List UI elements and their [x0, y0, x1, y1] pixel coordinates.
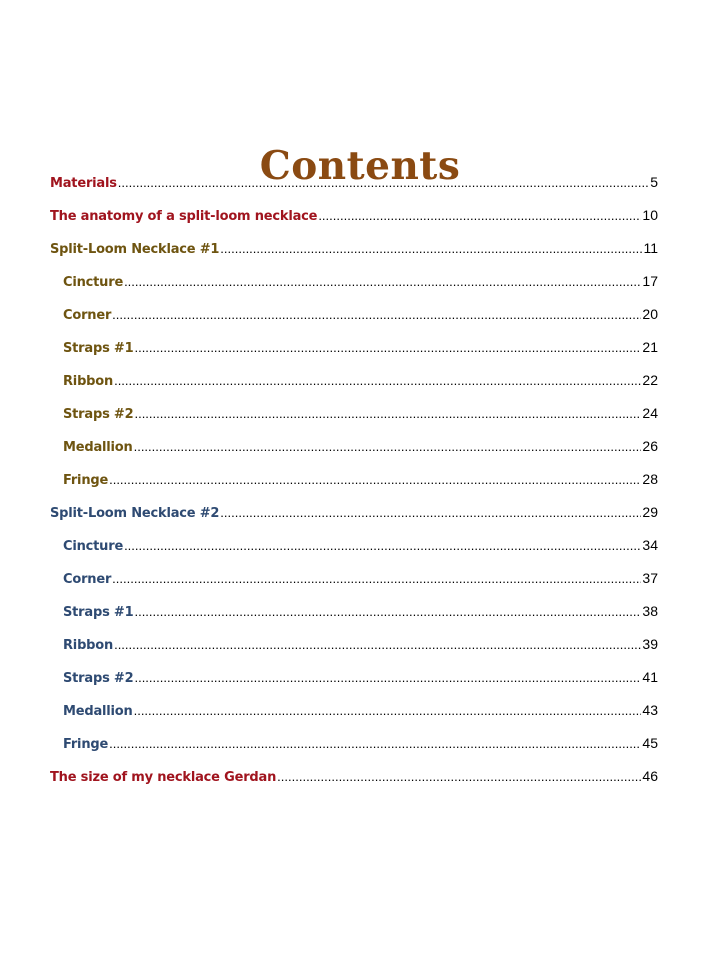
toc-page-number: 5	[650, 174, 658, 190]
toc-entry-necklace-1-medallion[interactable]	[50, 430, 658, 463]
toc-page-number: 46	[642, 768, 658, 784]
toc-dot-leader	[134, 430, 642, 463]
toc-entry-necklace-2[interactable]	[50, 496, 658, 529]
toc-entry-necklace-2-straps-2[interactable]	[50, 661, 658, 694]
toc-dot-leader	[134, 331, 641, 364]
toc-entry-necklace-1-fringe[interactable]	[50, 463, 658, 496]
toc-page-number: 43	[642, 702, 658, 718]
toc-entry-necklace-1-cincture[interactable]	[50, 265, 658, 298]
toc-entry-label: The size of my necklace Gerdan	[50, 770, 277, 785]
toc-page-number: 21	[642, 339, 658, 355]
toc-entry-label: Split-Loom Necklace #1	[50, 242, 220, 257]
toc-page-number: 29	[642, 504, 658, 520]
toc-entry-label: Straps #1	[63, 605, 134, 620]
toc-entry-label: Straps #1	[63, 341, 134, 356]
toc-dot-leader	[118, 166, 649, 199]
toc-dot-leader	[134, 694, 642, 727]
toc-page-number: 22	[642, 372, 658, 388]
toc-page-number: 37	[642, 570, 658, 586]
toc-entry-label: Fringe	[63, 737, 109, 752]
toc-entry-necklace-1[interactable]	[50, 232, 658, 265]
toc-dot-leader	[112, 298, 641, 331]
toc-entry-label: Ribbon	[63, 374, 114, 389]
toc-entry-necklace-1-straps-2[interactable]	[50, 397, 658, 430]
toc-dot-leader	[277, 760, 641, 793]
toc-entry-necklace-2-fringe[interactable]	[50, 727, 658, 760]
toc-entry-necklace-1-corner[interactable]	[50, 298, 658, 331]
toc-entry-necklace-2-medallion[interactable]	[50, 694, 658, 727]
toc-entry-necklace-size[interactable]	[50, 760, 658, 793]
toc-entry-materials[interactable]	[50, 166, 658, 199]
toc-entry-label: Materials	[50, 176, 117, 191]
toc-entry-label: Ribbon	[63, 638, 114, 653]
toc-entry-label: Corner	[63, 572, 112, 587]
toc-page-number: 17	[642, 273, 658, 289]
toc-entry-necklace-1-ribbon[interactable]	[50, 364, 658, 397]
toc-entry-anatomy[interactable]	[50, 199, 658, 232]
toc-dot-leader	[124, 529, 641, 562]
toc-dot-leader	[134, 397, 641, 430]
toc-dot-leader	[220, 496, 641, 529]
toc-entry-label: Cincture	[63, 539, 124, 554]
toc-entry-necklace-2-straps-1[interactable]	[50, 595, 658, 628]
toc-entry-necklace-2-corner[interactable]	[50, 562, 658, 595]
toc-page-number: 11	[643, 240, 658, 256]
toc-entry-label: Medallion	[63, 704, 133, 719]
table-of-contents	[50, 166, 658, 793]
toc-dot-leader	[114, 364, 641, 397]
toc-entry-label: The anatomy of a split-loom necklace	[50, 209, 318, 224]
toc-entry-label: Split-Loom Necklace #2	[50, 506, 220, 521]
toc-entry-label: Fringe	[63, 473, 109, 488]
toc-entry-necklace-2-ribbon[interactable]	[50, 628, 658, 661]
toc-page-number: 41	[642, 669, 658, 685]
toc-entry-label: Cincture	[63, 275, 124, 290]
toc-dot-leader	[220, 232, 642, 265]
toc-page-number: 10	[642, 207, 658, 223]
toc-entry-necklace-2-cincture[interactable]	[50, 529, 658, 562]
toc-page-number: 34	[642, 537, 658, 553]
toc-dot-leader	[109, 463, 641, 496]
toc-page-number: 39	[642, 636, 658, 652]
toc-page-number: 20	[642, 306, 658, 322]
toc-page-number: 38	[642, 603, 658, 619]
toc-dot-leader	[134, 595, 641, 628]
toc-dot-leader	[114, 628, 641, 661]
toc-page-number: 28	[642, 471, 658, 487]
toc-dot-leader	[318, 199, 641, 232]
toc-dot-leader	[109, 727, 641, 760]
toc-page-number: 26	[642, 438, 658, 454]
toc-dot-leader	[134, 661, 641, 694]
toc-page-number: 45	[642, 735, 658, 751]
toc-entry-label: Straps #2	[63, 671, 134, 686]
toc-entry-necklace-1-straps-1[interactable]	[50, 331, 658, 364]
toc-dot-leader	[124, 265, 641, 298]
page-title: Contents	[259, 143, 461, 190]
toc-page-number: 24	[642, 405, 658, 421]
toc-entry-label: Corner	[63, 308, 112, 323]
toc-entry-label: Medallion	[63, 440, 133, 455]
toc-entry-label: Straps #2	[63, 407, 134, 422]
toc-dot-leader	[112, 562, 641, 595]
